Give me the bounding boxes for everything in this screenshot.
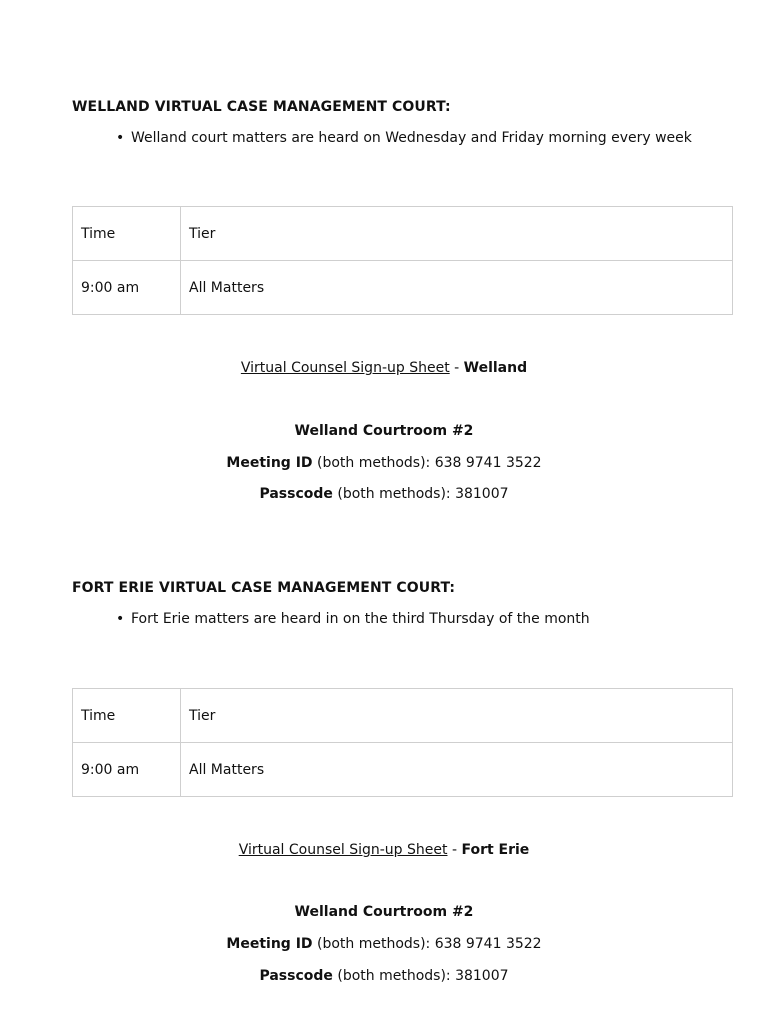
table-header-time: Time bbox=[73, 689, 181, 743]
welland-courtroom bbox=[0, 423, 768, 439]
table-header-tier: Tier bbox=[181, 207, 733, 261]
passcode-label: Passcode bbox=[259, 968, 333, 984]
welland-bullet-item bbox=[72, 130, 733, 146]
forterie-heading: FORT ERIE VIRTUAL CASE MANAGEMENT COURT: bbox=[72, 580, 456, 596]
table-cell-tier: All Matters bbox=[181, 743, 733, 797]
table-row bbox=[73, 207, 733, 261]
forterie-signup-location: Fort Erie bbox=[461, 842, 530, 858]
welland-signup-link[interactable]: Virtual Counsel Sign-up Sheet bbox=[240, 360, 450, 376]
welland-schedule-table bbox=[72, 206, 733, 315]
meeting-id-label: Meeting ID bbox=[226, 936, 313, 952]
table-cell-tier: All Matters bbox=[181, 261, 733, 315]
table-header-tier: Tier bbox=[181, 689, 733, 743]
table-row bbox=[73, 261, 733, 315]
passcode-label: Passcode bbox=[259, 486, 333, 502]
welland-section bbox=[72, 99, 733, 146]
welland-bullet-text: Welland court matters are heard on Wednesday and Friday morning every week bbox=[131, 130, 692, 146]
meeting-id-value: (both methods): 638 9741 3522 bbox=[312, 936, 542, 952]
table-cell-time: 9:00 am bbox=[73, 261, 181, 315]
forterie-bullet-text: Fort Erie matters are heard in on the third Thursday of the month bbox=[131, 611, 590, 627]
forterie-schedule-table bbox=[72, 688, 733, 797]
table-cell-time: 9:00 am bbox=[73, 743, 181, 797]
table-row bbox=[73, 689, 733, 743]
forterie-passcode bbox=[0, 968, 768, 984]
passcode-value: (both methods): 381007 bbox=[332, 486, 509, 502]
signup-separator: - bbox=[449, 360, 464, 376]
meeting-id-label: Meeting ID bbox=[226, 455, 313, 471]
forterie-signup-line bbox=[0, 842, 768, 858]
forterie-courtroom-name: Welland Courtroom #2 bbox=[294, 904, 474, 920]
passcode-value: (both methods): 381007 bbox=[332, 968, 509, 984]
welland-signup-location: Welland bbox=[463, 360, 528, 376]
bullet-icon: • bbox=[116, 611, 125, 627]
forterie-bullet-item bbox=[72, 611, 733, 627]
welland-heading: WELLAND VIRTUAL CASE MANAGEMENT COURT: bbox=[72, 99, 451, 115]
signup-separator: - bbox=[447, 842, 462, 858]
forterie-signup-link[interactable]: Virtual Counsel Sign-up Sheet bbox=[238, 842, 448, 858]
forterie-courtroom bbox=[0, 904, 768, 920]
bullet-icon: • bbox=[116, 130, 125, 146]
welland-signup-line bbox=[0, 360, 768, 376]
welland-courtroom-name: Welland Courtroom #2 bbox=[294, 423, 474, 439]
welland-meeting-id bbox=[0, 455, 768, 471]
forterie-meeting-id bbox=[0, 936, 768, 952]
forterie-section bbox=[72, 580, 733, 627]
welland-passcode bbox=[0, 486, 768, 502]
table-row bbox=[73, 743, 733, 797]
table-header-time: Time bbox=[73, 207, 181, 261]
meeting-id-value: (both methods): 638 9741 3522 bbox=[312, 455, 542, 471]
